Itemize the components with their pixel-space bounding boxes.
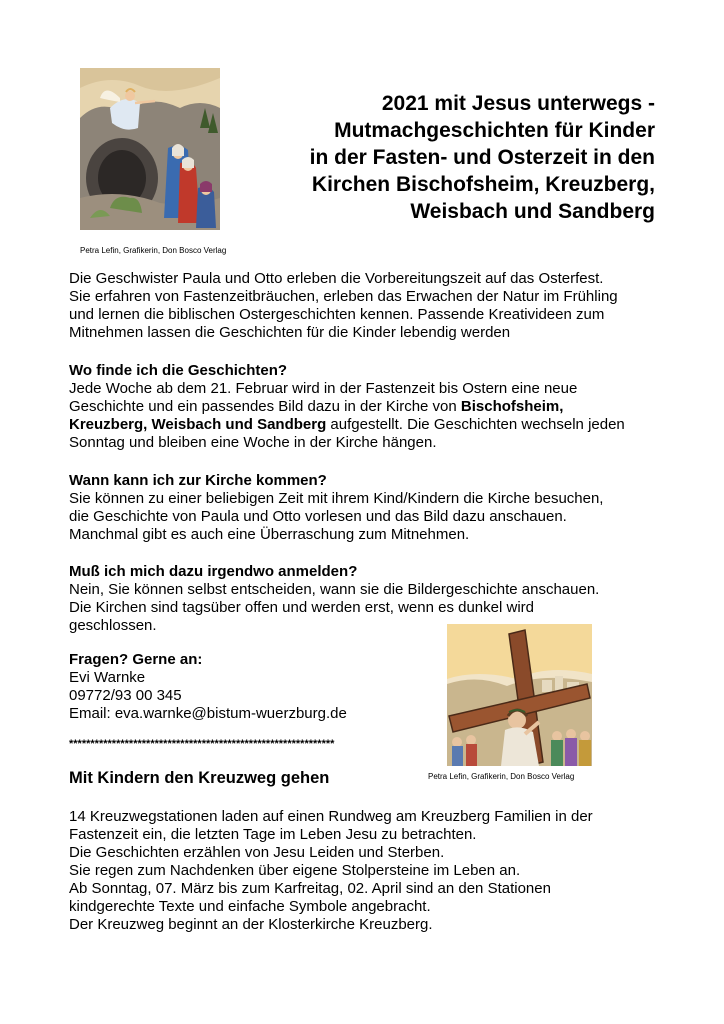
page-title [250, 90, 655, 225]
title-line: Mutmachgeschichten für Kinder [334, 119, 655, 142]
text-line: 14 Kreuzwegstationen laden auf einen Rundweg am Kreuzberg Familien in der [69, 808, 593, 825]
cross-image-caption: Petra Lefin, Grafikerin, Don Bosco Verlag [428, 772, 575, 781]
contact-email[interactable]: Email: eva.warnke@bistum-wuerzburg.de [69, 705, 347, 722]
text-line: Jede Woche ab dem 21. Februar wird in der Fastenzeit bis Ostern eine neue [69, 380, 578, 397]
churches-bold: Bischofsheim, [460, 398, 564, 415]
text-line: Manchmal gibt es auch eine Überraschung zum Mitnehmen. [69, 526, 470, 543]
top-image-caption: Petra Lefin, Grafikerin, Don Bosco Verlag [80, 246, 227, 255]
text-line: und lernen die biblischen Ostergeschichten kennen. Passende Kreativideen zum [69, 306, 605, 323]
text-line: die Geschichte von Paula und Otto vorlesen und das Bild dazu anschauen. [69, 508, 567, 525]
contact-heading: Fragen? Gerne an: [69, 651, 203, 668]
kreuzweg-paragraph [69, 808, 593, 934]
section-when [69, 472, 603, 544]
title-line: Weisbach und Sandberg [410, 200, 655, 223]
section-heading: Wann kann ich zur Kirche kommen? [69, 472, 327, 489]
contact-phone: 09772/93 00 345 [69, 687, 182, 704]
text-line [69, 416, 625, 434]
text-line: Die Kirchen sind tagsüber offen und werden erst, wenn es dunkel wird [69, 599, 534, 616]
text-line: Der Kreuzweg beginnt an der Klosterkirche Kreuzberg. [69, 916, 433, 933]
text-line: Mitnehmen lassen die Geschichten für die Kinder lebendig werden [69, 324, 511, 341]
section-where [69, 362, 625, 452]
text-line: Fastenzeit ein, die letzten Tage im Leben Jesu zu betrachten. [69, 826, 477, 843]
contact-name: Evi Warnke [69, 669, 146, 686]
text-line: Sie erfahren von Fastenzeitbräuchen, erleben das Erwachen der Natur im Frühling [69, 288, 618, 305]
text-line: Sonntag und bleiben eine Woche in der Kirche hängen. [69, 434, 437, 451]
text-line: kindgerechte Texte und einfache Symbole angebracht. [69, 898, 431, 915]
text-line: geschlossen. [69, 617, 157, 634]
intro-paragraph [69, 270, 618, 342]
section-heading: Wo finde ich die Geschichten? [69, 362, 288, 379]
text-line: Ab Sonntag, 07. März bis zum Karfreitag, 02. April sind an den Stationen [69, 880, 551, 897]
separator-stars: ************************************************************** [69, 738, 335, 750]
text-line: Die Geschwister Paula und Otto erleben die Vorbereitungszeit auf das Osterfest. [69, 270, 604, 287]
text-line: Nein, Sie können selbst entscheiden, wann sie die Bildergeschichte anschauen. [69, 581, 600, 598]
text-line: Sie regen zum Nachdenken über eigene Stolpersteine im Leben an. [69, 862, 521, 879]
title-line: Kirchen Bischofsheim, Kreuzberg, [311, 173, 655, 196]
section-heading: Muß ich mich dazu irgendwo anmelden? [69, 563, 358, 580]
text-line [69, 398, 625, 416]
text-span: aufgestellt. Die Geschichten wechseln jeden [326, 416, 625, 433]
contact-block [69, 651, 347, 723]
jesus-cross-illustration [447, 624, 592, 766]
text-span: Geschichte und ein passendes Bild dazu in der Kirche von [69, 398, 461, 415]
title-line: 2021 mit Jesus unterwegs - [381, 92, 655, 115]
text-line: Sie können zu einer beliebigen Zeit mit ihrem Kind/Kindern die Kirche besuchen, [69, 490, 604, 507]
text-line: Die Geschichten erzählen von Jesu Leiden und Sterben. [69, 844, 445, 861]
kreuzweg-heading: Mit Kindern den Kreuzweg gehen [69, 769, 330, 787]
easter-tomb-illustration [80, 68, 220, 230]
title-line: in der Fasten- und Osterzeit in den [309, 146, 655, 169]
churches-bold: Kreuzberg, Weisbach und Sandberg [69, 416, 327, 433]
